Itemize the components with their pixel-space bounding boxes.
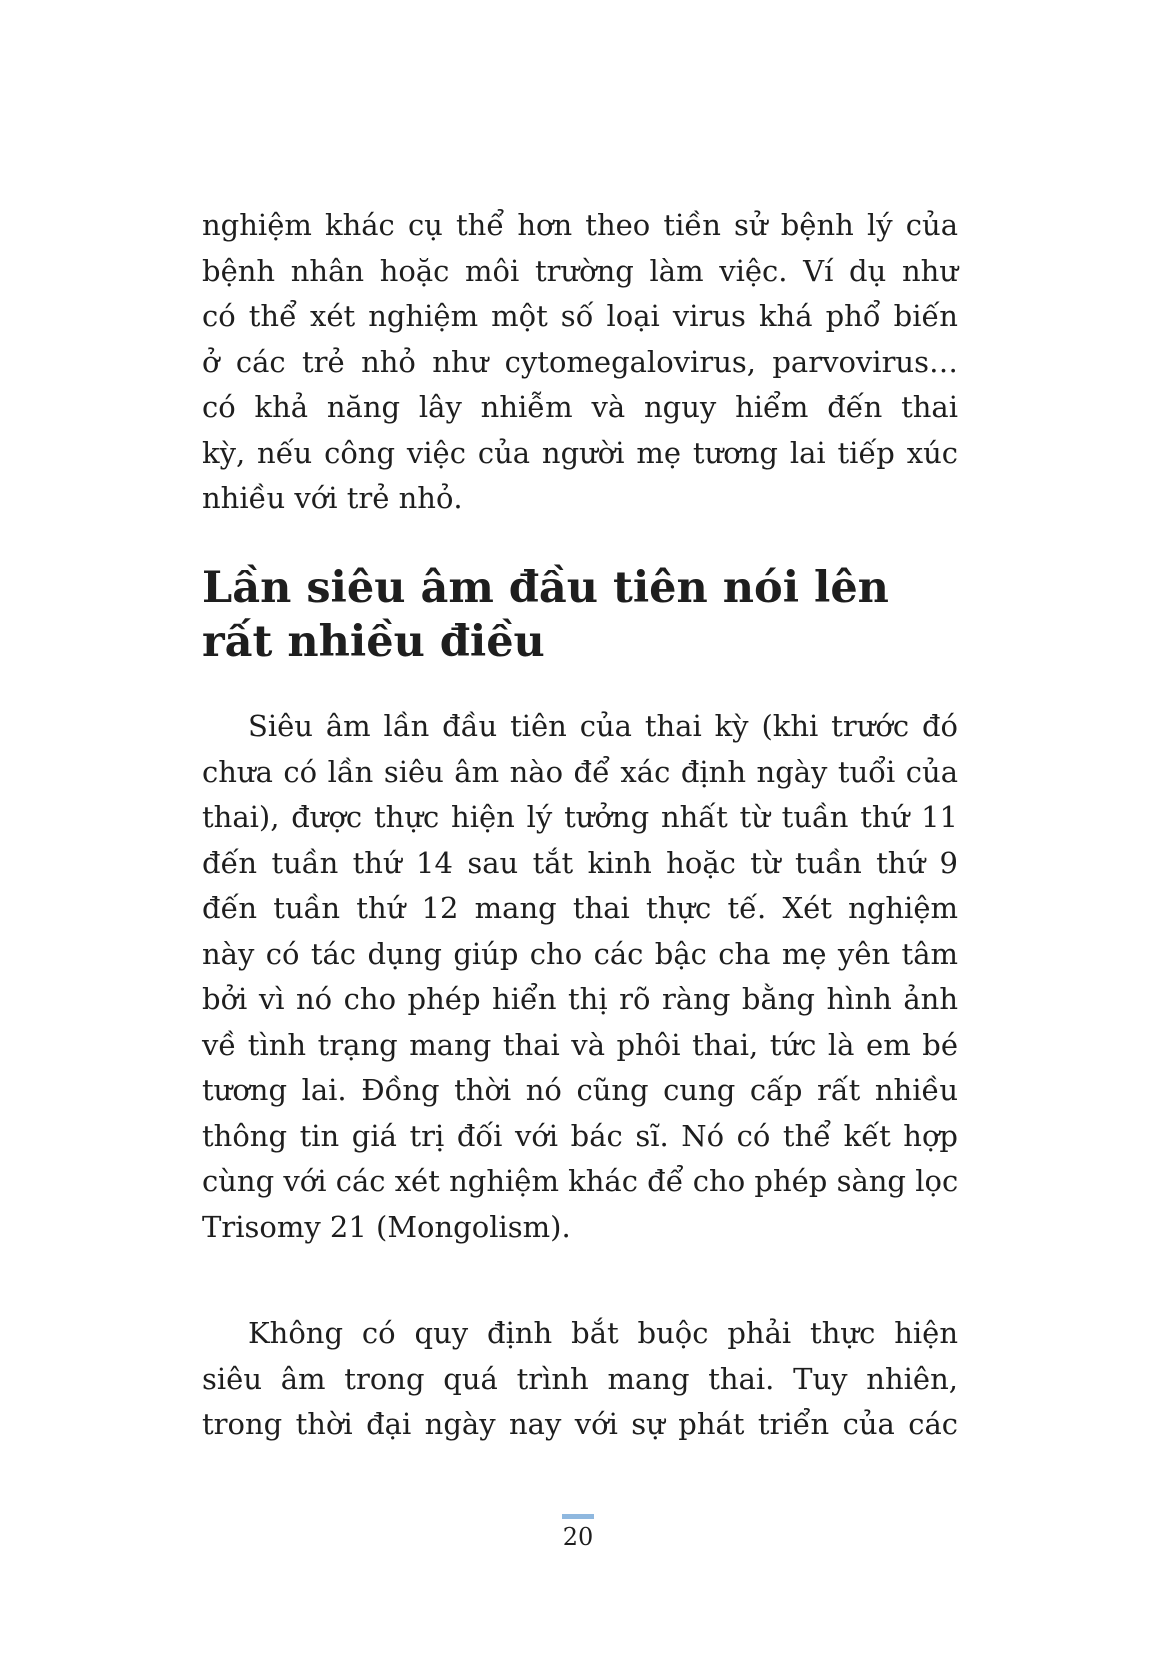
paragraph-line: trong thời đại ngày nay với sự phát triển của các — [202, 1407, 958, 1441]
paragraph-line: chưa có lần siêu âm nào để xác định ngày tuổi của — [202, 754, 958, 789]
page-number-accent-bar — [562, 1514, 594, 1519]
section-heading-line: rất nhiều điều — [202, 617, 545, 667]
paragraph-line: Trisomy 21 (Mongolism). — [202, 1209, 571, 1244]
paragraph-line: đến tuần thứ 14 sau tắt kinh hoặc từ tuần thứ 9 — [202, 845, 958, 880]
section-heading — [202, 561, 962, 669]
paragraph-line: nghiệm khác cụ thể hơn theo tiền sử bệnh lý của — [202, 208, 958, 242]
paragraph-line: cùng với các xét nghiệm khác để cho phép sàng lọc — [202, 1164, 959, 1198]
paragraph-line: bởi vì nó cho phép hiển thị rõ ràng bằng hình ảnh — [202, 982, 958, 1016]
paragraph-line: Siêu âm lần đầu tiên của thai kỳ (khi trước đó — [248, 709, 958, 743]
paragraph-line: kỳ, nếu công việc của người mẹ tương lai tiếp xúc — [202, 435, 958, 470]
paragraph-line: bệnh nhân hoặc môi trường làm việc. Ví dụ như — [202, 253, 958, 288]
paragraph-line: Không có quy định bắt buộc phải thực hiện — [248, 1316, 958, 1350]
paragraph-continued — [202, 203, 958, 522]
paragraph-line: thông tin giá trị đối với bác sĩ. Nó có thể kết hợp — [202, 1118, 958, 1153]
paragraph-line: này có tác dụng giúp cho các bậc cha mẹ yên tâm — [202, 936, 958, 971]
paragraph-no-requirement — [202, 1311, 958, 1448]
paragraph-line: có khả năng lây nhiễm và nguy hiểm đến thai — [202, 390, 958, 424]
paragraph-ultrasound — [202, 704, 958, 1250]
paragraph-line: ở các trẻ nhỏ như cytomegalovirus, parvovirus… — [202, 344, 958, 379]
page-number: 20 — [562, 1523, 594, 1551]
paragraph-line: nhiều với trẻ nhỏ. — [202, 481, 463, 515]
paragraph-line: có thể xét nghiệm một số loại virus khá phổ biến — [202, 299, 958, 333]
paragraph-line: về tình trạng mang thai và phôi thai, tức là em bé — [202, 1027, 958, 1062]
section-heading-line: Lần siêu âm đầu tiên nói lên — [202, 563, 889, 613]
paragraph-line: siêu âm trong quá trình mang thai. Tuy nhiên, — [202, 1361, 958, 1396]
paragraph-line: tương lai. Đồng thời nó cũng cung cấp rất nhiều — [202, 1073, 958, 1107]
paragraph-line: thai), được thực hiện lý tưởng nhất từ tuần thứ 11 — [202, 800, 958, 834]
paragraph-line: đến tuần thứ 12 mang thai thực tế. Xét nghiệm — [202, 891, 958, 925]
